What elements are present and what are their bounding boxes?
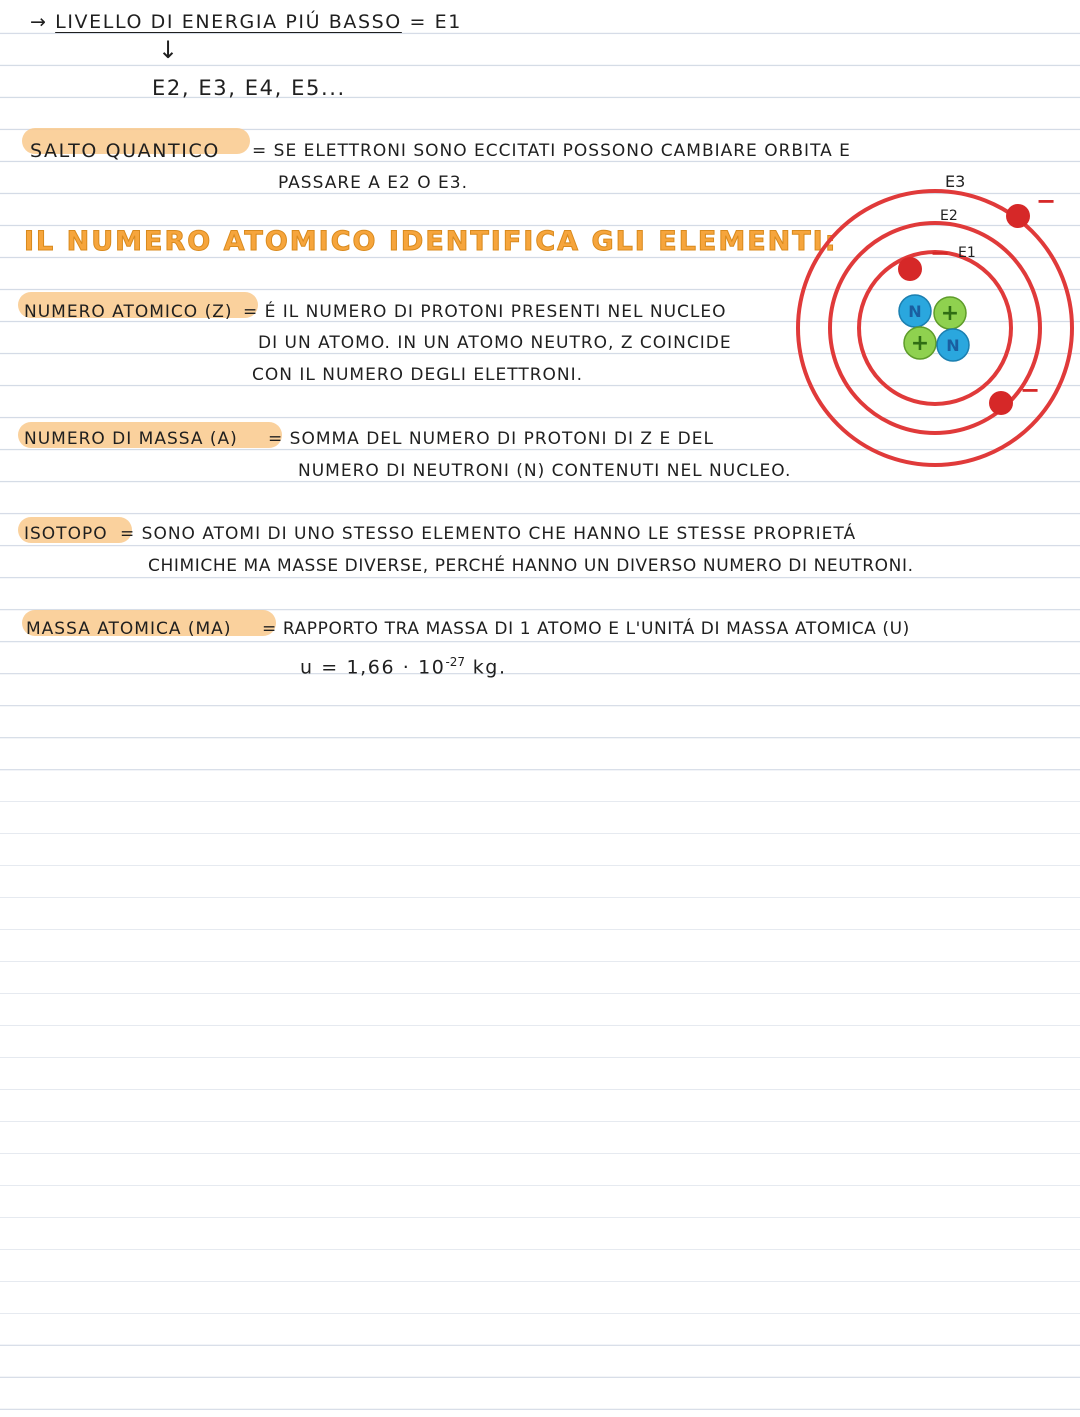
lowest-energy-label: LIVELLO DI ENERGIA PIÚ BASSO [55, 11, 402, 33]
electron-e2 [989, 391, 1013, 415]
electron-e3 [1006, 204, 1030, 228]
isotopo-line-2: CHIMICHE MA MASSE DIVERSE, PERCHÉ HANNO UN DIVERSO NUMERO DI NEUTRONI. [148, 556, 914, 576]
numero-massa-term: NUMERO DI MASSA (A) [24, 429, 238, 449]
massa-atomica-term: MASSA ATOMICA (MA) [26, 619, 232, 639]
lowest-energy-value: = E1 [409, 11, 462, 33]
numero-atomico-line-2: DI UN ATOMO. IN UN ATOMO NEUTRO, Z COINCIDE [258, 333, 732, 353]
numero-massa-line-1: = SOMMA DEL NUMERO DI PROTONI DI Z E DEL [268, 429, 714, 449]
isotopo-term: ISOTOPO [24, 524, 108, 544]
orbit-e1 [859, 252, 1011, 404]
neutron-2-symbol: N [946, 336, 960, 355]
massa-atomica-line-1: = RAPPORTO TRA MASSA DI 1 ATOMO E L'UNITÁ DI MASSA ATOMICA (U) [262, 619, 910, 639]
shell-label-e1: E1 [958, 245, 976, 261]
isotopo-line-1: = SONO ATOMI DI UNO STESSO ELEMENTO CHE HANNO LE STESSE PROPRIETÁ [120, 524, 857, 544]
proton-1-symbol: + [940, 301, 960, 326]
atomic-mass-unit-formula [300, 650, 507, 679]
salto-line-2: PASSARE A E2 O E3. [278, 173, 469, 193]
neutron-1-symbol: N [908, 302, 922, 321]
formula-unit: kg. [472, 656, 507, 679]
electron-e1-charge: − [929, 239, 951, 267]
proton-2-symbol: + [910, 331, 930, 356]
numero-atomico-line-1: = É IL NUMERO DI PROTONI PRESENTI NEL NUCLEO [243, 302, 727, 322]
electron-e3-charge: − [1035, 187, 1057, 215]
salto-line-1: = SE ELETTRONI SONO ECCITATI POSSONO CAMBIARE ORBITA E [252, 141, 851, 161]
other-energy-levels: E2, E3, E4, E5... [152, 76, 346, 100]
shell-label-e2: E2 [940, 208, 958, 224]
arrow-icon: → [30, 11, 48, 33]
formula-exponent: -27 [445, 655, 466, 669]
down-arrow-icon: ↓ [158, 36, 180, 64]
electron-e1 [898, 257, 922, 281]
numero-atomico-line-3: CON IL NUMERO DEGLI ELETTRONI. [252, 365, 584, 385]
numero-atomico-term: NUMERO ATOMICO (Z) [24, 302, 233, 322]
shell-label-e3: E3 [945, 172, 966, 191]
atom-diagram [790, 165, 1080, 475]
section-heading: IL NUMERO ATOMICO IDENTIFICA GLI ELEMENTI: [24, 226, 838, 257]
orbit-e3 [798, 191, 1072, 465]
energy-lowest-line [30, 10, 462, 34]
numero-massa-line-2: NUMERO DI NEUTRONI (N) CONTENUTI NEL NUCLEO. [298, 461, 792, 481]
salto-term: SALTO QUANTICO [30, 140, 220, 162]
electron-e2-charge: − [1019, 376, 1041, 404]
formula-base: u = 1,66 · 10 [300, 656, 446, 679]
